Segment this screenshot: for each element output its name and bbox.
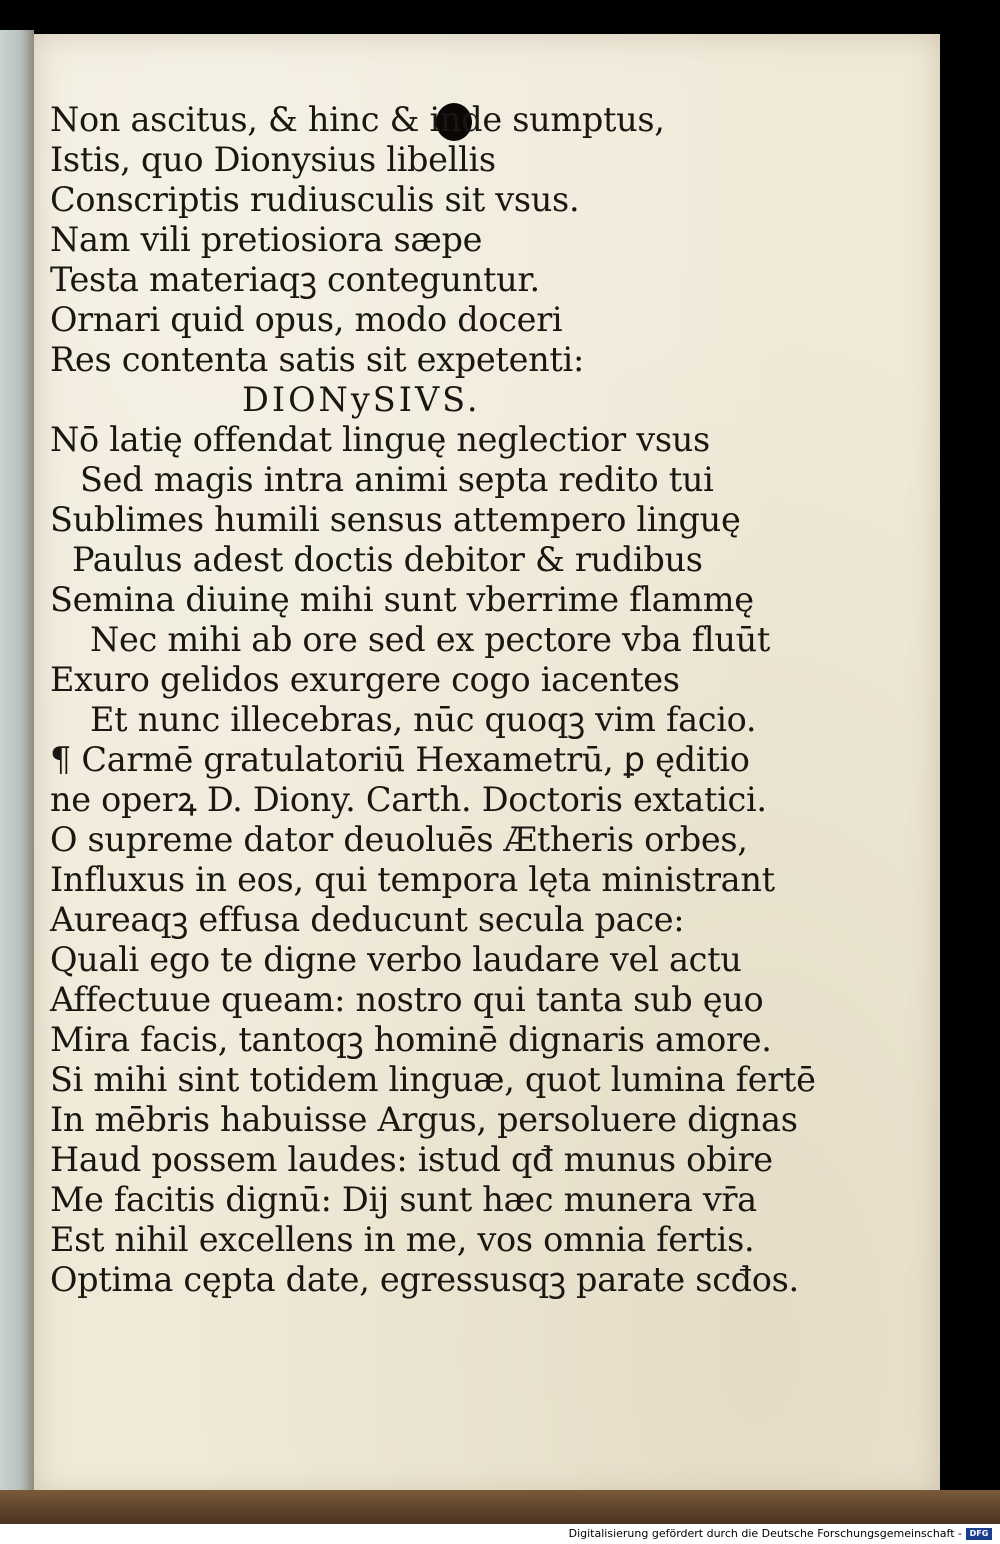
text-line: Optima cępta date, egressusqꝫ parate scđos. (50, 1260, 799, 1299)
text-line: Conscriptis rudiusculis sit vsus. (50, 180, 580, 219)
text-line: Res contenta satis sit expetenti: (50, 340, 584, 379)
text-line: Sublimes humili sensus attempero linguę (50, 500, 741, 539)
funding-credit: Digitalisierung gefördert durch die Deutsche Forschungsgemeinschaft - (568, 1527, 962, 1540)
text-line: Quali ego te digne verbo laudare vel actu (50, 940, 742, 979)
text-line: Nō latię offendat linguę neglectior vsus (50, 420, 710, 459)
book-spine (0, 30, 34, 1490)
text-line: ne operꝝ D. Diony. Carth. Doctoris extatici. (50, 780, 767, 819)
text-line: Me facitis dignū: Dij sunt hæc munera vr̄a (50, 1180, 757, 1219)
page-text (50, 100, 816, 1300)
text-line: Testa materiaqꝫ conteguntur. (50, 260, 540, 299)
book-edge (0, 1490, 1000, 1524)
section-heading: DIONySIVS. (242, 380, 481, 419)
text-line: Si mihi sint totidem linguæ, quot lumina fertē (50, 1060, 816, 1099)
text-line: Exuro gelidos exurgere cogo iacentes (50, 660, 680, 699)
text-line: Haud possem laudes: istud qđ munus obire (50, 1140, 773, 1179)
text-line: Influxus in eos, qui tempora lęta ministrant (50, 860, 775, 899)
text-line: Non ascitus, & hinc & inde sumptus, (50, 100, 665, 139)
text-line: Semina diuinę mihi sunt vberrime flammę (50, 580, 754, 619)
text-line: Paulus adest doctis debitor & rudibus (72, 540, 703, 579)
text-line: Et nunc illecebras, nūc quoqꝫ vim facio. (90, 700, 757, 739)
text-line: Mira facis, tantoqꝫ hominē dignaris amore. (50, 1020, 772, 1059)
text-line: Istis, quo Dionysius libellis (50, 140, 496, 179)
footer-bar (0, 1524, 1000, 1544)
text-line: Nam vili pretiosiora sæpe (50, 220, 483, 259)
text-line: Affectuue queam: nostro qui tanta sub ęuo (50, 980, 764, 1019)
text-line: Sed magis intra animi septa redito tui (80, 460, 714, 499)
dfg-logo: DFG (966, 1528, 992, 1540)
text-line: Aureaqꝫ effusa deducunt secula pace: (50, 900, 685, 939)
text-line: O supreme dator deuoluēs Ætheris orbes, (50, 820, 748, 859)
text-line: Est nihil excellens in me, vos omnia fertis. (50, 1220, 755, 1259)
text-line: Ornari quid opus, modo doceri (50, 300, 563, 339)
text-line: Nec mihi ab ore sed ex pectore vba fluūt (90, 620, 771, 659)
text-line: ¶ Carmē gratulatoriū Hexametrū, ꝑ ęditio (50, 740, 750, 779)
text-line: In mēbris habuisse Argus, persoluere dignas (50, 1100, 798, 1139)
